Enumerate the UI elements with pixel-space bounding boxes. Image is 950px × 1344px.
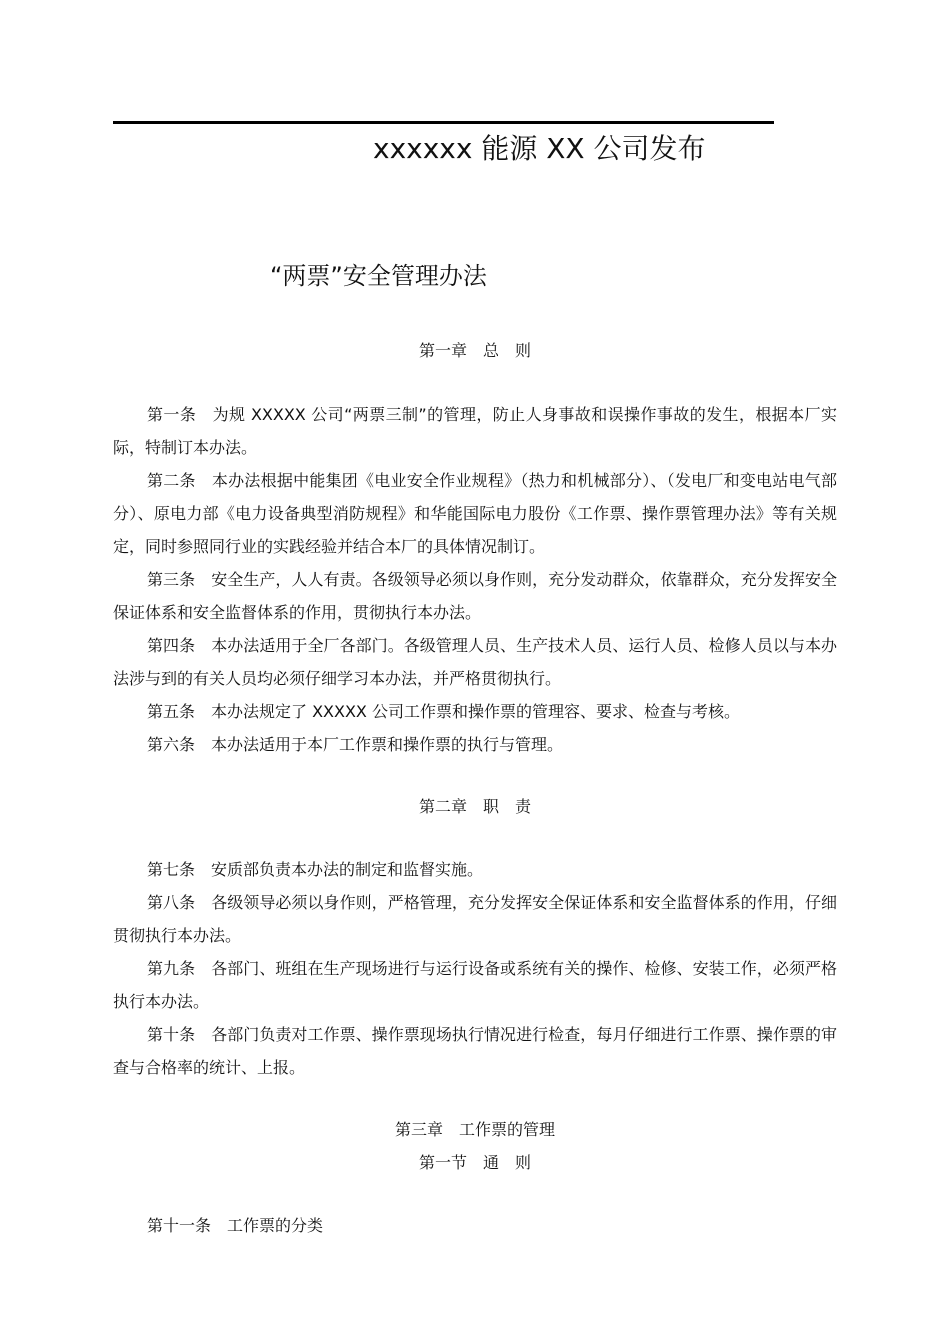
- chapter-2-heading: 第二章 职 责: [418, 797, 531, 816]
- article-1: 第一条 为规 XXXXX 公司“两票三制”的管理，防止人身事故和误操作事故的发生，根据本厂实际，特制订本办法。: [113, 405, 837, 457]
- article-3: 第三条 安全生产，人人有责。各级领导必须以身作则，充分发动群众，依靠群众，充分发挥安全保证体系和安全监督体系的作用，贯彻执行本办法。: [113, 570, 837, 622]
- article-5: 第五条 本办法规定了 XXXXX 公司工作票和操作票的管理容、要求、检查与考核。: [147, 702, 740, 721]
- chapter-1-heading: 第一章 总 则: [418, 341, 531, 360]
- header-rule: [113, 121, 774, 124]
- article-2: 第二条 本办法根据中能集团《电业安全作业规程》（热力和机械部分）、（发电厂和变电站电气部分）、原电力部《电力设备典型消防规程》和华能国际电力股份《工作票、操作票管理办法》等有关规定，同时参照同行业的实践经验并结合本厂的具体情况制订。: [113, 471, 837, 556]
- article-8: 第八条 各级领导必须以身作则，严格管理，充分发挥安全保证体系和安全监督体系的作用，仔细贯彻执行本办法。: [113, 893, 837, 945]
- article-11: 第十一条 工作票的分类: [147, 1216, 324, 1235]
- chapter-3-heading: 第三章 工作票的管理: [394, 1120, 555, 1139]
- section-1-heading: 第一节 通 则: [418, 1153, 531, 1172]
- article-7: 第七条 安质部负责本办法的制定和监督实施。: [147, 860, 484, 879]
- article-9: 第九条 各部门、班组在生产现场进行与运行设备或系统有关的操作、检修、安装工作，必须严格执行本办法。: [113, 959, 837, 1011]
- document-title: “两票”安全管理办法: [270, 262, 487, 290]
- article-4: 第四条 本办法适用于全厂各部门。各级管理人员、生产技术人员、运行人员、检修人员以与本办法涉与到的有关人员均必须仔细学习本办法，并严格贯彻执行。: [113, 636, 837, 688]
- article-6: 第六条 本办法适用于本厂工作票和操作票的执行与管理。: [147, 735, 564, 754]
- publisher-line: xxxxxx 能源 XX 公司发布: [373, 132, 706, 165]
- article-10: 第十条 各部门负责对工作票、操作票现场执行情况进行检查，每月仔细进行工作票、操作票的审查与合格率的统计、上报。: [113, 1025, 837, 1077]
